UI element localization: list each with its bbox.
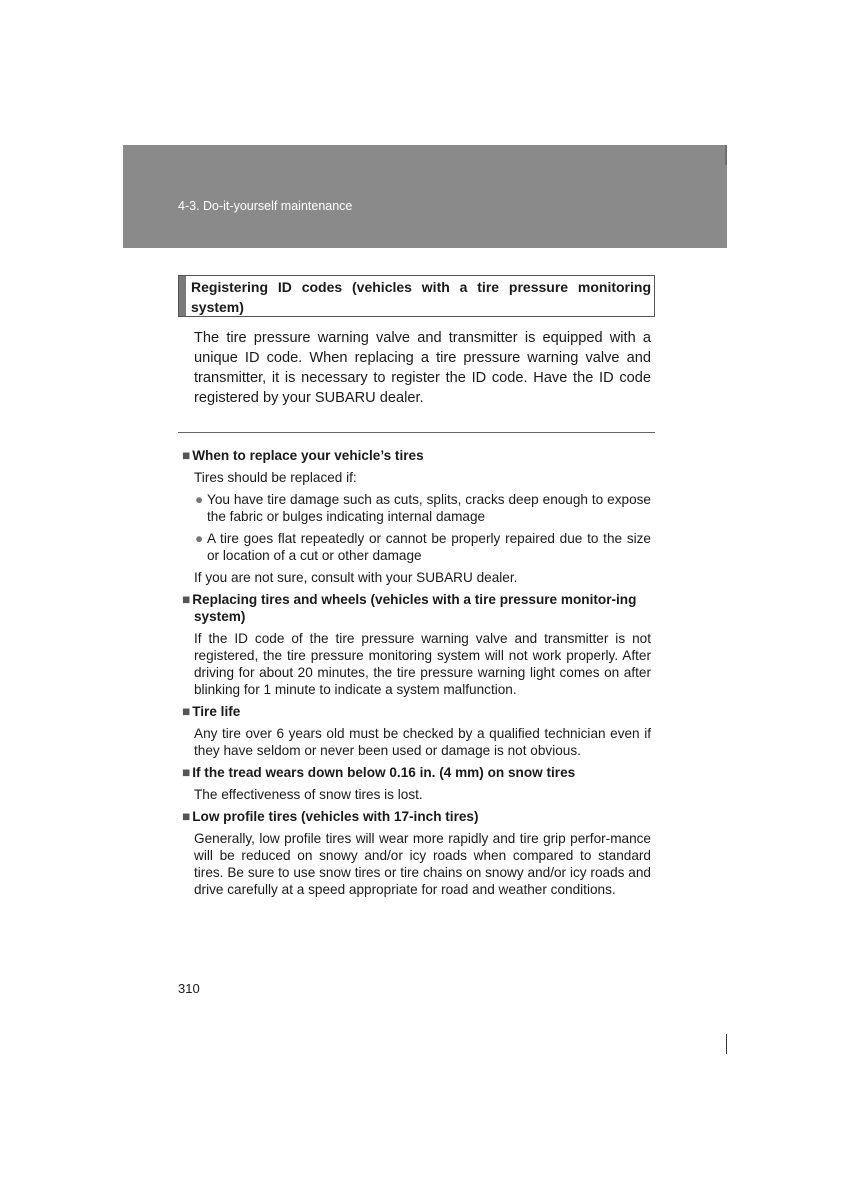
note-lead: Tires should be replaced if: bbox=[194, 470, 357, 485]
note-body: The effectiveness of snow tires is lost. bbox=[194, 787, 423, 802]
notes-section bbox=[182, 447, 651, 903]
note-title-life bbox=[182, 703, 651, 720]
bullet-text: A tire goes flat repeatedly or cannot be properly repaired due to the size or location of a cut or other damage bbox=[207, 531, 651, 563]
note-body: Any tire over 6 years old must be checked by a qualified technician even if they have seldom or never been used or damage is not obvious. bbox=[194, 726, 651, 758]
note-title-replace bbox=[182, 447, 651, 464]
bullet-item bbox=[182, 530, 651, 564]
note-title-text: Replacing tires and wheels (vehicles with a tire pressure monitor-ing system) bbox=[192, 592, 637, 624]
note-title-lowprofile bbox=[182, 808, 651, 825]
note-title-wheels bbox=[182, 591, 651, 625]
square-bullet-icon: ■ bbox=[182, 809, 191, 824]
bullet-text: You have tire damage such as cuts, splits, cracks deep enough to expose the fabric or bulges indicating internal damage bbox=[207, 492, 651, 524]
heading-accent-bar bbox=[179, 276, 186, 316]
note-title-text: Tire life bbox=[192, 704, 241, 719]
note-body: If the ID code of the tire pressure warning valve and transmitter is not registered, the tire pressure monitoring system will not work properly. After driving for about 20 minutes, the tire pressure warning light comes on after blinking for 1 minute to indicate a system malfunction. bbox=[194, 631, 651, 697]
bullet-item bbox=[182, 491, 651, 525]
circle-bullet-icon: ● bbox=[195, 531, 204, 546]
note-tail: If you are not sure, consult with your SUBARU dealer. bbox=[194, 570, 518, 585]
boxed-heading-text: Registering ID codes (vehicles with a tire pressure monitoring system) bbox=[191, 279, 651, 315]
intro-paragraph: The tire pressure warning valve and transmitter is equipped with a unique ID code. When replacing a tire pressure warning valve and transmitter, it is necessary to register the ID code. Have the ID code registered by your SUBARU dealer. bbox=[194, 330, 651, 406]
note-title-text: When to replace your vehicle’s tires bbox=[192, 448, 424, 463]
page-number: 310 bbox=[178, 981, 200, 996]
note-title-tread bbox=[182, 764, 651, 781]
circle-bullet-icon: ● bbox=[195, 492, 204, 507]
section-label: 4-3. Do-it-yourself maintenance bbox=[178, 199, 353, 213]
header-band bbox=[123, 145, 727, 248]
boxed-heading bbox=[178, 275, 655, 317]
crop-mark bbox=[725, 145, 727, 165]
square-bullet-icon: ■ bbox=[182, 448, 191, 463]
divider bbox=[178, 432, 655, 433]
square-bullet-icon: ■ bbox=[182, 592, 191, 607]
note-title-text: If the tread wears down below 0.16 in. (4 mm) on snow tires bbox=[192, 765, 576, 780]
margin-mark bbox=[726, 1034, 727, 1054]
note-title-text: Low profile tires (vehicles with 17-inch tires) bbox=[192, 809, 479, 824]
square-bullet-icon: ■ bbox=[182, 704, 191, 719]
square-bullet-icon: ■ bbox=[182, 765, 191, 780]
note-body: Generally, low profile tires will wear more rapidly and tire grip perfor-mance will be reduced on snowy and/or icy roads when compared to standard tires. Be sure to use snow tires or tire chains on snowy and/or icy roads and drive carefully at a speed appropriate for road and weather conditions. bbox=[194, 831, 651, 897]
